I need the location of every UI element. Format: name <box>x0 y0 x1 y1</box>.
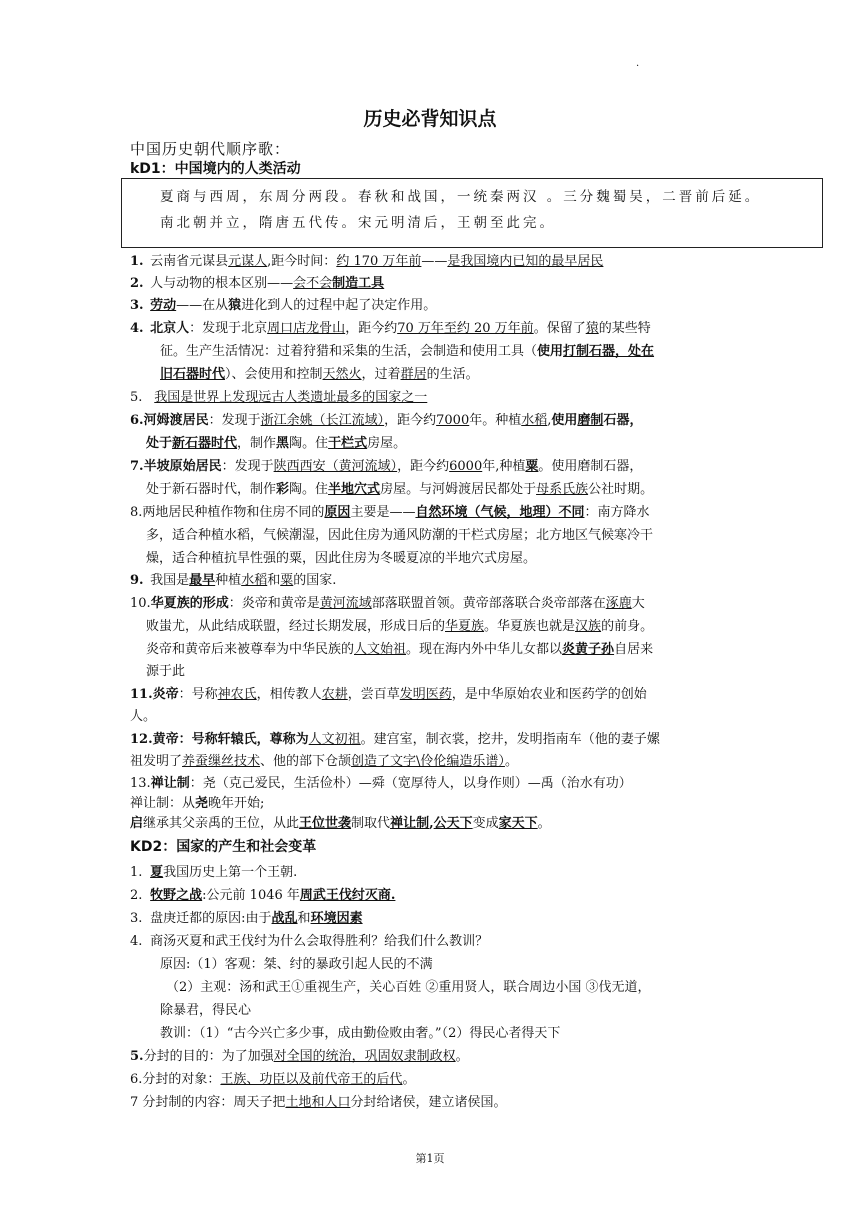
list-item: 3. 劳动——在从猿进化到人的过程中起了决定作用。 <box>130 298 437 313</box>
list-item: 1. 夏我国历史上第一个王朝. <box>130 865 298 880</box>
list-item-continuation: 处于新石器时代，制作彩陶。住半地穴式房屋。与河姆渡居民都处于母系氏族公社时期。 <box>146 482 654 497</box>
list-item: 4. 北京人：发现于北京周口店龙骨山，距今约70 万年至约 20 万年前。保留了猿的某些特 <box>130 321 651 336</box>
song-line-1: 夏商与西周，东周分两段。春秋和战国，一统秦两汉 。三分魏蜀吴，二晋前后延。 <box>160 189 762 205</box>
list-item: 3. 盘庚迁都的原因:由于战乱和环境因素 <box>130 911 363 926</box>
list-item-continuation: （2）主观：汤和武王①重视生产，关心百姓 ②重用贤人，联合周边小国 ③伐无道， <box>166 980 651 995</box>
list-item: 9. 我国是最早种植水稻和粟的国家. <box>130 573 337 588</box>
dynasty-song-box <box>121 178 823 248</box>
section-heading-kd2: KD2：国家的产生和社会变革 <box>130 839 317 855</box>
list-item: 7.半坡原始居民：发现于陕西西安（黄河流域），距今约6000年,种植粟。使用磨制石器， <box>130 459 643 474</box>
list-item: 10.华夏族的形成：炎帝和黄帝是黄河流域部落联盟首领。黄帝部落联合炎帝部落在涿鹿大 <box>130 596 645 611</box>
list-item-continuation: 祖发明了养蚕缫丝技术、他的部下仓颉创造了文字\伶伦编造乐谱）。 <box>130 754 518 769</box>
list-item-continuation: 多，适合种植水稻，气候潮湿，因此住房为通风防潮的干栏式房屋；北方地区气候寒冷干 <box>146 528 654 543</box>
list-item-continuation: 人。 <box>130 709 157 724</box>
document-title: 历史必背知识点 <box>363 108 497 130</box>
list-item: 6.河姆渡居民：发现于浙江余姚（长江流域），距今约7000年。种植水稻,使用磨制石器， <box>130 413 643 428</box>
list-item: 7 分封制的内容：周天子把土地和人口分封给诸侯，建立诸侯国。 <box>130 1095 507 1110</box>
list-item: 13.禅让制：尧（克己爱民，生活俭朴）—舜（宽厚待人，以身作则）—禹（治水有功） <box>130 776 632 791</box>
list-item-continuation: 禅让制：从尧晚年开始; <box>130 796 265 811</box>
list-item: 2. 人与动物的根本区别——会不会制造工具 <box>130 276 385 291</box>
list-item-continuation: 启继承其父亲禹的王位，从此王位世袭制取代禅让制,公天下变成家天下。 <box>130 816 551 831</box>
list-item: 1. 云南省元谋县元谋人,距今时间：约 170 万年前——是我国境内已知的最早居民 <box>130 254 604 269</box>
list-item: 8.两地居民种植作物和住房不同的原因主要是——自然环境（气候，地理）不同：南方降水 <box>130 505 650 520</box>
page-number: 第1页 <box>415 1152 445 1165</box>
list-item-continuation: 炎帝和黄帝后来被尊奉为中华民族的人文始祖。现在海内外中华儿女都以炎黄子孙自居来 <box>146 642 654 657</box>
list-item: 2. 牧野之战:公元前 1046 年周武王伐纣灭商. <box>130 888 396 903</box>
song-line-2: 南北朝并立，隋唐五代传。宋元明清后，王朝至此完。 <box>160 215 556 231</box>
list-item-continuation: 燥，适合种植抗旱性强的粟，因此住房为冬暖夏凉的半地穴式房屋。 <box>146 551 537 566</box>
list-item: 5. 我国是世界上发现远古人类遗址最多的国家之一 <box>130 390 428 405</box>
list-item-continuation: 除暴君，得民心 <box>160 1003 252 1018</box>
list-item-continuation: 征。生产生活情况：过着狩猎和采集的生活，会制造和使用工具（使用打制石器，处在 <box>160 344 655 359</box>
list-item-continuation: 原因:（1）客观：桀、纣的暴政引起人民的不满 <box>160 957 433 972</box>
list-item-continuation: 处于新石器时代，制作黑陶。住干栏式房屋。 <box>146 436 407 451</box>
list-item: 5.分封的目的：为了加强对全国的统治，巩固奴隶制政权。 <box>130 1049 469 1064</box>
list-item: 12.黄帝：号称轩辕氏，尊称为人文初祖。建宫室，制衣裳，挖井，发明指南车（他的妻子嫘 <box>130 732 660 747</box>
list-item: 6.分封的对象：王族、功臣以及前代帝王的后代。 <box>130 1072 416 1087</box>
dynasty-song-heading: 中国历史朝代顺序歌： <box>130 140 291 158</box>
list-item: 11.炎帝：号称神农氏，相传教人农耕，尝百草发明医药，是中华原始农业和医药学的创始 <box>130 687 647 702</box>
list-item: 4. 商汤灭夏和武王伐纣为什么会取得胜利？给我们什么教训？ <box>130 934 489 949</box>
section-heading-kd1: kD1：中国境内的人类活动 <box>130 161 301 177</box>
list-item-continuation: 源于此 <box>146 664 186 679</box>
list-item-continuation: 败蚩尤，从此结成联盟，经过长期发展，形成日后的华夏族。华夏族也就是汉族的前身。 <box>146 619 654 634</box>
page-dot: . <box>636 58 640 69</box>
list-item-continuation: 旧石器时代）、会使用和控制天然火，过着群居的生活。 <box>160 367 479 382</box>
list-item-continuation: 教训：（1）“古今兴亡多少事，成由勤俭败由奢。”（2）得民心者得天下 <box>160 1026 561 1041</box>
